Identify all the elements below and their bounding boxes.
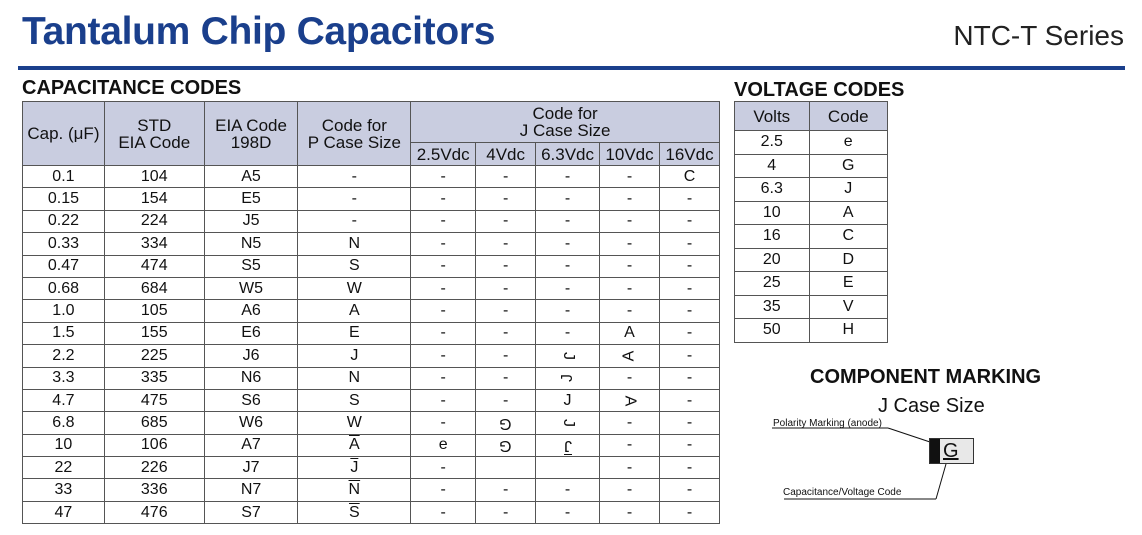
cell-j-code: -: [476, 188, 536, 210]
cell-j-code: -: [411, 300, 476, 322]
cell-p: -: [298, 166, 411, 188]
overlined-code: $\overline{N}$: [348, 481, 361, 499]
cell-j-code: -: [659, 434, 719, 456]
cell-cap: 47: [23, 501, 105, 523]
cell-volts: 25: [735, 272, 810, 296]
table-row: [735, 319, 888, 343]
cell-j-code: -: [659, 277, 719, 299]
cell-cap: 22: [23, 457, 105, 479]
table-row: [735, 272, 888, 296]
cell-j-code: -: [536, 479, 600, 501]
cell-cap: 1.5: [23, 322, 105, 344]
cell-j-code: -: [600, 367, 660, 389]
cell-j-code: -: [536, 277, 600, 299]
table-row: [735, 295, 888, 319]
cell-j-code: -: [411, 367, 476, 389]
cell-j-code: [476, 434, 536, 456]
cell-j-code: -: [476, 322, 536, 344]
cell-j-code: -: [600, 166, 660, 188]
cell-code: G: [809, 154, 888, 178]
cell-j-code: -: [659, 345, 719, 367]
col-std: STD EIA Code: [104, 102, 204, 166]
cell-eia: N6: [204, 367, 298, 389]
cell-j-code: -: [600, 255, 660, 277]
cell-p: N: [298, 233, 411, 255]
col-volts: Volts: [735, 102, 810, 131]
cell-j-code: -: [659, 367, 719, 389]
cell-p: E: [298, 322, 411, 344]
cell-cap: 3.3: [23, 367, 105, 389]
cell-std: 474: [104, 255, 204, 277]
cell-j-code: -: [476, 389, 536, 411]
cell-cap: 0.68: [23, 277, 105, 299]
cell-p: S: [298, 389, 411, 411]
overlined-code: $\overline{A}$: [348, 436, 360, 454]
cell-eia: J6: [204, 345, 298, 367]
cell-volts: 6.3: [735, 178, 810, 202]
table-row: [735, 201, 888, 225]
cell-code: J: [809, 178, 888, 202]
cell-j-code: J: [536, 389, 600, 411]
col-p: Code for P Case Size: [298, 102, 411, 166]
cell-cap: 10: [23, 434, 105, 456]
table-row: [23, 345, 720, 367]
cell-j-code: -: [411, 188, 476, 210]
cell-j-code: -: [600, 412, 660, 434]
cell-j-code: -: [476, 166, 536, 188]
cell-j-code: -: [536, 255, 600, 277]
table-row: [735, 178, 888, 202]
table-row: [23, 434, 720, 456]
cell-j-code: C: [659, 166, 719, 188]
table-row: [23, 166, 720, 188]
cell-j-code: -: [411, 255, 476, 277]
table-row: [23, 457, 720, 479]
cell-code: A: [809, 201, 888, 225]
col-cap: Cap. (μF): [23, 102, 105, 166]
cell-volts: 35: [735, 295, 810, 319]
marked-code: J: [558, 374, 576, 383]
cell-std: 685: [104, 412, 204, 434]
cell-j-code: -: [659, 210, 719, 232]
cell-p: -: [298, 188, 411, 210]
cell-j-code: -: [476, 501, 536, 523]
capacitance-heading: CAPACITANCE CODES: [22, 77, 242, 99]
cell-p: W: [298, 412, 411, 434]
cell-eia: N7: [204, 479, 298, 501]
table-row: [735, 248, 888, 272]
cell-std: 226: [104, 457, 204, 479]
cell-cap: 4.7: [23, 389, 105, 411]
cell-j-code: -: [536, 501, 600, 523]
cell-j-code: e: [411, 434, 476, 456]
cell-j-code: -: [659, 188, 719, 210]
cell-j-code: -: [600, 210, 660, 232]
cell-volts: 20: [735, 248, 810, 272]
cell-j-code: -: [659, 389, 719, 411]
cell-j-code: -: [411, 345, 476, 367]
cell-j-code: -: [536, 166, 600, 188]
cell-j-code: -: [600, 277, 660, 299]
cell-j-code: [476, 412, 536, 434]
col-voltage-4: 16Vdc: [659, 143, 719, 166]
cv-code-label: Capacitance/Voltage Code: [783, 487, 902, 498]
cell-j-code: -: [536, 210, 600, 232]
cell-std: 475: [104, 389, 204, 411]
cell-j-code: -: [600, 501, 660, 523]
table-row: [23, 255, 720, 277]
cell-j-code: -: [659, 412, 719, 434]
cell-code: H: [809, 319, 888, 343]
cell-cap: 6.8: [23, 412, 105, 434]
cell-std: 105: [104, 300, 204, 322]
cell-j-code: -: [411, 389, 476, 411]
table-row: [23, 233, 720, 255]
cell-eia: S5: [204, 255, 298, 277]
cell-j-code: -: [411, 166, 476, 188]
cell-eia: E6: [204, 322, 298, 344]
cell-p: J: [298, 345, 411, 367]
marking-heading: COMPONENT MARKING: [810, 366, 1042, 388]
cell-j-code: -: [476, 367, 536, 389]
col-voltage-2: 6.3Vdc: [536, 143, 600, 166]
table-row: [23, 412, 720, 434]
cell-std: 104: [104, 166, 204, 188]
cell-std: 684: [104, 277, 204, 299]
cell-j-code: -: [600, 233, 660, 255]
cell-j-code: [600, 345, 660, 367]
chip-diagram: [929, 438, 974, 464]
cell-j-code: -: [659, 479, 719, 501]
cell-volts: 50: [735, 319, 810, 343]
marked-code: A: [620, 350, 638, 362]
capacitance-table: [22, 101, 720, 524]
cell-std: 106: [104, 434, 204, 456]
table-row: [23, 389, 720, 411]
cell-eia: J5: [204, 210, 298, 232]
marked-code: J: [559, 418, 577, 427]
cell-j-code: -: [659, 233, 719, 255]
cell-cap: 2.2: [23, 345, 105, 367]
table-row: [735, 225, 888, 249]
cell-j-code: -: [659, 322, 719, 344]
cell-j-code: -: [476, 255, 536, 277]
cell-std: 154: [104, 188, 204, 210]
cell-j-code: -: [411, 210, 476, 232]
marked-code: A: [621, 395, 639, 406]
chip-code-letter: G: [943, 440, 959, 462]
cell-j-code: -: [536, 188, 600, 210]
cell-j-code: [476, 457, 536, 479]
voltage-heading: VOLTAGE CODES: [734, 79, 905, 101]
cell-j-code: -: [659, 255, 719, 277]
cell-p: [298, 479, 411, 501]
cell-j-code: [536, 367, 600, 389]
cell-volts: 16: [735, 225, 810, 249]
table-row: [735, 154, 888, 178]
cell-j-code: -: [411, 233, 476, 255]
cell-j-code: [536, 434, 600, 456]
cell-p: [298, 501, 411, 523]
cell-j-code: -: [536, 233, 600, 255]
cell-eia: S6: [204, 389, 298, 411]
table-row: [23, 188, 720, 210]
table-row: [23, 479, 720, 501]
table-row: [23, 367, 720, 389]
cell-eia: W6: [204, 412, 298, 434]
cell-code: V: [809, 295, 888, 319]
cell-code: C: [809, 225, 888, 249]
cell-std: 335: [104, 367, 204, 389]
cell-j-code: -: [411, 479, 476, 501]
voltage-table: [734, 101, 888, 343]
cell-j-code: -: [411, 322, 476, 344]
cell-eia: A7: [204, 434, 298, 456]
page-title: Tantalum Chip Capacitors: [22, 10, 496, 53]
cell-code: E: [809, 272, 888, 296]
table-row: [23, 277, 720, 299]
cell-j-code: [536, 412, 600, 434]
cell-volts: 4: [735, 154, 810, 178]
cell-p: -: [298, 210, 411, 232]
cell-volts: 10: [735, 201, 810, 225]
cell-j-code: -: [659, 457, 719, 479]
polarity-label: Polarity Marking (anode): [773, 418, 882, 429]
overlined-code: $\overline{J}$: [350, 458, 359, 476]
cell-j-code: -: [411, 501, 476, 523]
marked-code: J: [559, 351, 577, 360]
cell-p: A: [298, 300, 411, 322]
cell-std: 476: [104, 501, 204, 523]
cell-volts: 2.5: [735, 131, 810, 155]
cell-p: S: [298, 255, 411, 277]
col-j: Code for J Case Size: [411, 102, 720, 143]
cell-std: 334: [104, 233, 204, 255]
cell-j-code: [600, 389, 660, 411]
cell-eia: N5: [204, 233, 298, 255]
cell-j-code: -: [476, 300, 536, 322]
marked-code: $\overline{J}$: [563, 437, 572, 455]
cell-j-code: -: [600, 457, 660, 479]
marked-code: G: [499, 414, 512, 432]
cell-p: [298, 434, 411, 456]
cell-code: D: [809, 248, 888, 272]
cell-j-code: -: [476, 277, 536, 299]
cell-cap: 0.47: [23, 255, 105, 277]
polarity-band: [930, 439, 940, 463]
cell-eia: A5: [204, 166, 298, 188]
table-row: [23, 322, 720, 344]
cell-j-code: -: [659, 501, 719, 523]
cell-cap: 1.0: [23, 300, 105, 322]
cell-j-code: [536, 457, 600, 479]
cell-std: 336: [104, 479, 204, 501]
table-row: [23, 210, 720, 232]
cell-p: W: [298, 277, 411, 299]
cell-j-code: -: [476, 345, 536, 367]
cell-j-code: -: [536, 322, 600, 344]
cell-j-code: -: [536, 300, 600, 322]
cell-std: 224: [104, 210, 204, 232]
col-voltage-3: 10Vdc: [600, 143, 660, 166]
cell-cap: 0.15: [23, 188, 105, 210]
cell-j-code: -: [659, 300, 719, 322]
cell-cap: 0.22: [23, 210, 105, 232]
col-voltage-0: 2.5Vdc: [411, 143, 476, 166]
cell-code: e: [809, 131, 888, 155]
col-code: Code: [809, 102, 888, 131]
overlined-code: $\overline{S}$: [348, 503, 360, 521]
title-rule: [18, 66, 1125, 70]
cell-eia: A6: [204, 300, 298, 322]
cell-j-code: A: [600, 322, 660, 344]
series-name: NTC-T Series: [953, 20, 1124, 51]
col-voltage-1: 4Vdc: [476, 143, 536, 166]
cell-j-code: -: [600, 434, 660, 456]
cell-std: 155: [104, 322, 204, 344]
table-row: [735, 131, 888, 155]
cell-eia: J7: [204, 457, 298, 479]
cell-cap: 0.33: [23, 233, 105, 255]
cell-j-code: -: [411, 277, 476, 299]
cell-cap: 0.1: [23, 166, 105, 188]
cell-cap: 33: [23, 479, 105, 501]
cell-j-code: -: [600, 188, 660, 210]
marked-code: G: [499, 437, 512, 455]
cell-p: [298, 457, 411, 479]
cell-j-code: -: [411, 457, 476, 479]
cell-j-code: -: [600, 300, 660, 322]
cell-std: 225: [104, 345, 204, 367]
cell-j-code: -: [411, 412, 476, 434]
cell-eia: S7: [204, 501, 298, 523]
cell-p: N: [298, 367, 411, 389]
col-eia: EIA Code 198D: [204, 102, 298, 166]
cell-j-code: -: [476, 233, 536, 255]
cell-j-code: -: [600, 479, 660, 501]
marking-subheading: J Case Size: [878, 395, 985, 417]
cell-j-code: [536, 345, 600, 367]
table-row: [23, 300, 720, 322]
cell-j-code: -: [476, 210, 536, 232]
cell-j-code: -: [476, 479, 536, 501]
cell-eia: W5: [204, 277, 298, 299]
table-row: [23, 501, 720, 523]
cell-eia: E5: [204, 188, 298, 210]
